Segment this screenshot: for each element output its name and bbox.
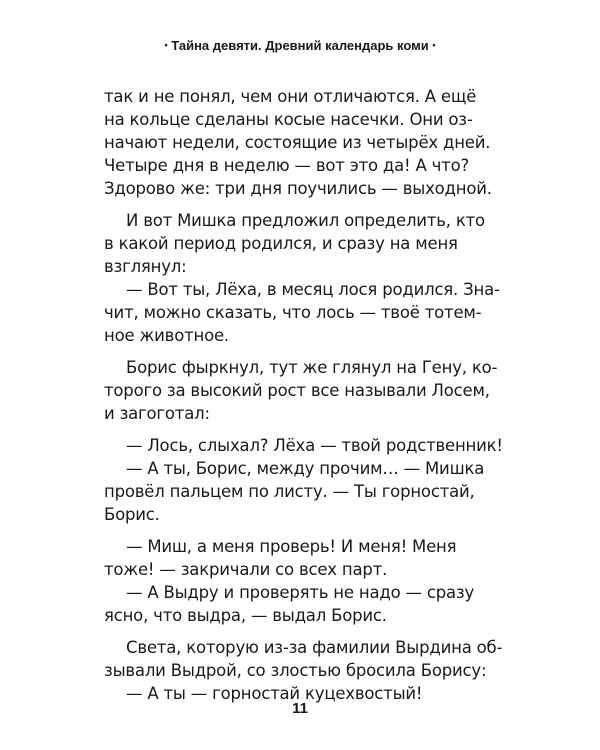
text-line: провёл пальцем по листу. — Ты горностай, [104, 482, 475, 501]
page-number: 11 [292, 700, 308, 717]
text-line: Четыре дня в неделю — вот это да! А что? [104, 156, 470, 175]
text-line: — А ты — горностай куцехвостый! [126, 684, 423, 703]
body-text [104, 85, 504, 705]
text-line: и загоготал: [104, 404, 210, 423]
text-line: — А Выдру и проверять не надо — сразу [126, 583, 475, 602]
text-line: в какой период родился, и сразу на меня [104, 234, 458, 253]
text-line: зывали Выдрой, со злостью бросила Борису: [104, 661, 487, 680]
text-line: Здорово же: три дня поучились — выходной. [104, 179, 492, 198]
text-line: Света, которую из-за фамилии Вырдина об- [126, 638, 503, 657]
text-line: на кольце сделаны косые насечки. Они оз- [104, 110, 473, 129]
text-line: — Миш, а меня проверь! И меня! Меня [126, 537, 457, 556]
text-line: ное животное. [104, 326, 229, 345]
header-title: Тайна девяти. Древний календарь коми [171, 38, 429, 53]
text-line: торого за высокий рост все называли Лосем, [104, 381, 490, 400]
header-bullet-left: • [164, 40, 168, 50]
text-line: взглянул: [104, 257, 187, 276]
text-line: начают недели, состоящие из четырёх дней. [104, 133, 491, 152]
running-header [0, 38, 600, 53]
header-bullet-right: • [432, 40, 436, 50]
text-line: — Лось, слыхал? Лёха — твой родственник! [126, 436, 503, 455]
text-line: Борис фыркнул, тут же глянул на Гену, ко- [126, 358, 498, 377]
text-line: так и не понял, чем они отличаются. А ещё [104, 87, 477, 106]
text-line: — А ты, Борис, между прочим… — Мишка [126, 459, 485, 478]
text-line: ясно, что выдра, — выдал Борис. [104, 606, 387, 625]
text-line: Борис. [104, 505, 160, 524]
text-line: И вот Мишка предложил определить, кто [126, 211, 485, 230]
text-line: — Вот ты, Лёха, в месяц лося родился. Зна- [126, 280, 500, 299]
text-line: чит, можно сказать, что лось — твоё тотем- [104, 303, 482, 322]
text-line: тоже! — закричали со всех парт. [104, 560, 388, 579]
